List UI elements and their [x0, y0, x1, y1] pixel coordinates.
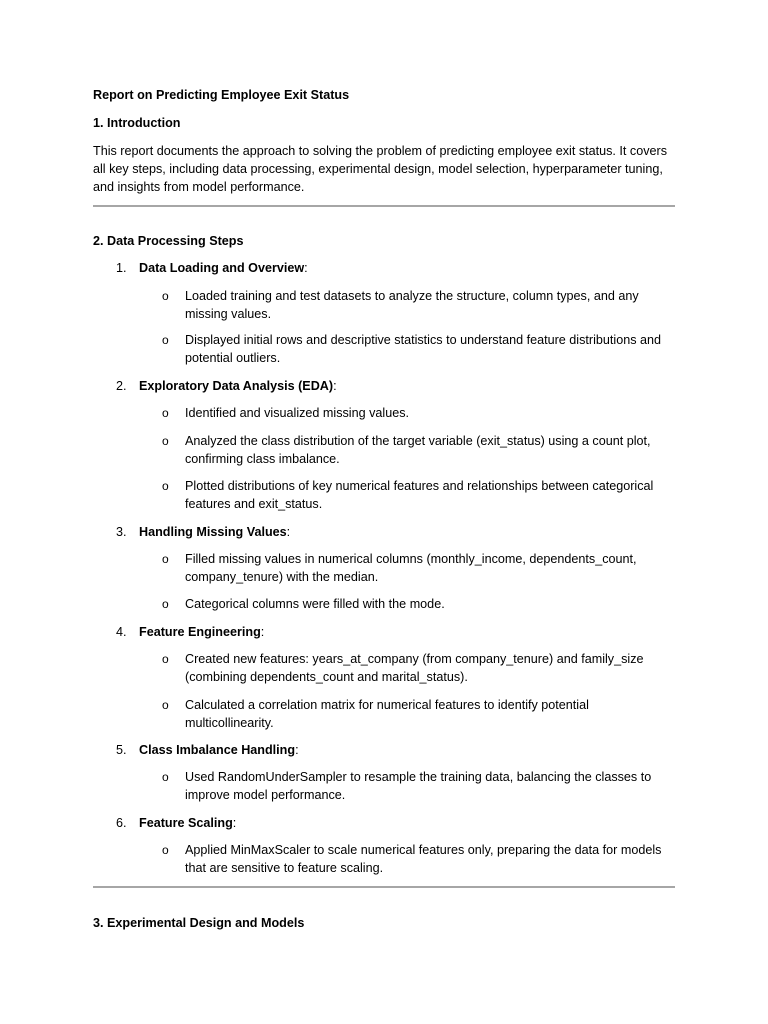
bullet-text: Created new features: years_at_company (from company_tenure) and family_size (combining dependents_count and marital_status). — [185, 652, 644, 684]
bullet-marker: o — [162, 406, 169, 420]
bullet-marker: o — [162, 479, 169, 493]
bullet-text: Analyzed the class distribution of the target variable (exit_status) using a count plot, confirming class imbalance. — [185, 434, 651, 466]
step-number: 2. — [116, 379, 127, 393]
bullet-text: Plotted distributions of key numerical features and relationships between categorical features and exit_status. — [185, 479, 654, 511]
section2-heading: 2. Data Processing Steps — [93, 234, 244, 248]
intro-paragraph: This report documents the approach to solving the problem of predicting employee exit status. It covers all key steps, including data processing, experimental design, model selection, hyperparameter tuning, and insights from model performance. — [93, 144, 668, 194]
bullet-text: Displayed initial rows and descriptive statistics to understand feature distributions and potential outliers. — [185, 333, 662, 365]
bullet-marker: o — [162, 289, 169, 303]
step-number: 5. — [116, 743, 127, 757]
bullet-marker: o — [162, 552, 169, 566]
section3-heading: 3. Experimental Design and Models — [93, 916, 305, 930]
bullet-text: Applied MinMaxScaler to scale numerical features only, preparing the data for models that are sensitive to feature scaling. — [185, 843, 662, 875]
bullet-marker: o — [162, 698, 169, 712]
horizontal-rule — [93, 205, 675, 207]
step-number: 4. — [116, 625, 127, 639]
step-suffix: : — [286, 525, 291, 539]
bullet-marker: o — [162, 652, 169, 666]
bullet-text: Calculated a correlation matrix for numerical features to identify potential multicollinearity. — [185, 698, 589, 730]
step-suffix: : — [295, 743, 299, 757]
bullet-text: Used RandomUnderSampler to resample the training data, balancing the classes to improve model performance. — [185, 770, 652, 802]
bullet-marker: o — [162, 597, 169, 611]
step-suffix: : — [333, 379, 337, 393]
step-suffix: : — [304, 261, 308, 275]
step-label: Feature Scaling — [139, 816, 233, 830]
bullet-marker: o — [162, 333, 169, 347]
bullet-text: Filled missing values in numerical columns (monthly_income, dependents_count, company_tenure) with the median. — [185, 552, 637, 584]
step-suffix: : — [232, 816, 237, 830]
step-suffix: : — [260, 625, 265, 639]
step-label: Handling Missing Values — [139, 525, 287, 539]
step-label: Feature Engineering — [139, 625, 261, 639]
step-number: 6. — [116, 816, 127, 830]
bullet-text: Loaded training and test datasets to analyze the structure, column types, and any missing values. — [185, 289, 639, 321]
step-number: 3. — [116, 525, 127, 539]
bullet-marker: o — [162, 434, 169, 448]
step-number: 1. — [116, 261, 127, 275]
step-label: Exploratory Data Analysis (EDA) — [139, 379, 334, 393]
report-title: Report on Predicting Employee Exit Status — [93, 88, 350, 102]
bullet-marker: o — [162, 770, 169, 784]
step-label: Class Imbalance Handling — [139, 743, 296, 757]
step-label: Data Loading and Overview — [139, 261, 305, 275]
horizontal-rule — [93, 886, 675, 888]
intro-heading: 1. Introduction — [93, 116, 181, 130]
bullet-text: Categorical columns were filled with the mode. — [185, 597, 445, 611]
bullet-marker: o — [162, 843, 169, 857]
bullet-text: Identified and visualized missing values. — [185, 406, 410, 420]
